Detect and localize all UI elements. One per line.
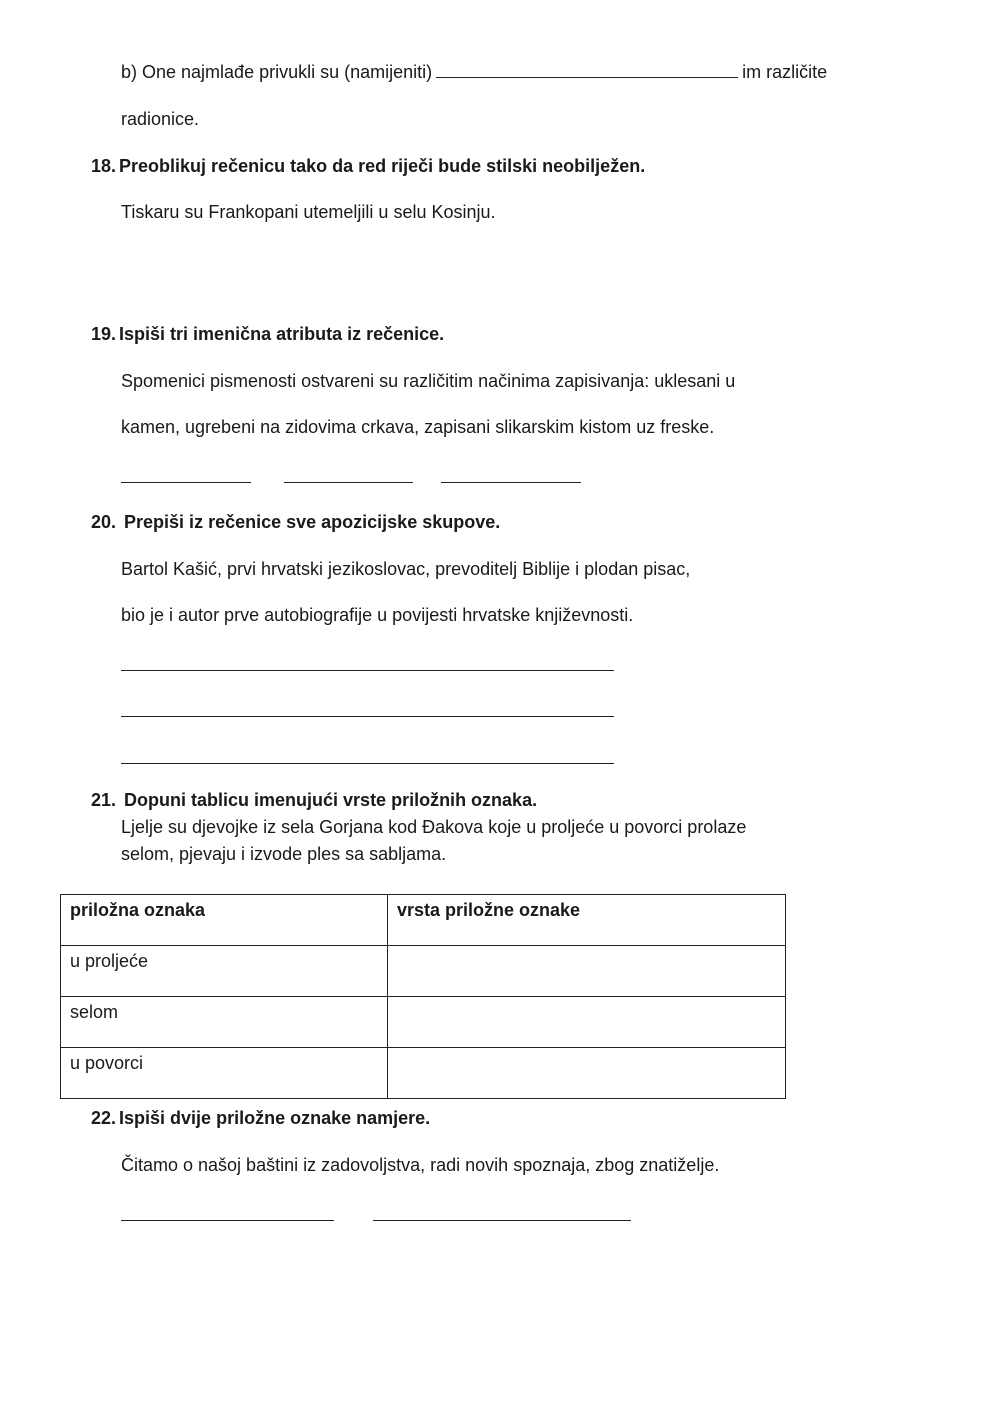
question-21-sentence-line2: selom, pjevaju i izvode ples sa sabljama. (121, 844, 447, 864)
table-row (61, 1048, 786, 1099)
question-22-sentence: Čitamo o našoj baštini iz zadovoljstva, radi novih spoznaja, zbog znatiželje. (121, 1155, 720, 1175)
table-header-cell: priložna oznaka (61, 895, 388, 946)
answer-blank-19-2[interactable] (284, 482, 413, 483)
question-20-heading (91, 513, 500, 531)
question-21-heading (91, 791, 537, 809)
question-20-instruction: Prepiši iz rečenice sve apozicijske skupove. (124, 512, 501, 532)
question-21-number: 21. (91, 790, 117, 810)
question-19-sentence-line1: Spomenici pismenosti ostvareni su različitim načinima zapisivanja: uklesani u (121, 371, 736, 391)
table-cell-answer[interactable] (388, 1048, 786, 1099)
answer-blank-20-3[interactable] (121, 763, 614, 764)
question-19-number: 19. (91, 324, 117, 344)
table-row (61, 997, 786, 1048)
adverbial-table (60, 894, 786, 1099)
answer-blank-20-1[interactable] (121, 670, 614, 671)
question-18-number: 18. (91, 156, 117, 176)
answer-blank-19-3[interactable] (441, 482, 581, 483)
answer-blank-22-1[interactable] (121, 1220, 334, 1221)
question-19-instruction: Ispiši tri imenična atributa iz rečenice. (119, 324, 445, 344)
item-17b-line2: radionice. (121, 109, 200, 129)
question-20-number: 20. (91, 512, 117, 532)
question-22-heading (91, 1109, 430, 1127)
table-cell-adverbial: u proljeće (61, 946, 388, 997)
question-22-instruction: Ispiši dvije priložne oznake namjere. (119, 1108, 431, 1128)
item-17b-prefix: b) One najmlađe privukli su (namijeniti) (121, 62, 433, 82)
answer-blank-19-1[interactable] (121, 482, 251, 483)
table-row (61, 946, 786, 997)
table-cell-adverbial: u povorci (61, 1048, 388, 1099)
question-19-sentence-line2: kamen, ugrebeni na zidovima crkava, zapisani slikarskim kistom uz freske. (121, 417, 715, 437)
item-17b-suffix: im različite (742, 62, 828, 82)
table-cell-answer[interactable] (388, 997, 786, 1048)
question-18-instruction: Preoblikuj rečenicu tako da red riječi bude stilski neobilježen. (119, 156, 646, 176)
table-cell-adverbial: selom (61, 997, 388, 1048)
table-header-cell: vrsta priložne oznake (388, 895, 786, 946)
question-18-sentence: Tiskaru su Frankopani utemeljili u selu Kosinju. (121, 202, 496, 222)
question-18-heading (91, 157, 645, 175)
question-20-sentence-line2: bio je i autor prve autobiografije u povijesti hrvatske književnosti. (121, 605, 634, 625)
question-20-sentence-line1: Bartol Kašić, prvi hrvatski jezikoslovac, prevoditelj Biblije i plodan pisac, (121, 559, 691, 579)
question-19-heading (91, 325, 444, 343)
answer-blank-20-2[interactable] (121, 716, 614, 717)
table-cell-answer[interactable] (388, 946, 786, 997)
question-21-instruction: Dopuni tablicu imenujući vrste priložnih oznaka. (124, 790, 538, 810)
question-22-number: 22. (91, 1108, 117, 1128)
question-21-sentence-line1: Ljelje su djevojke iz sela Gorjana kod Đakova koje u proljeće u povorci prolaze (121, 817, 747, 837)
answer-blank-17b[interactable] (436, 63, 738, 78)
item-17b-line1 (121, 63, 827, 81)
table-header-row (61, 895, 786, 946)
answer-blank-22-2[interactable] (373, 1220, 631, 1221)
